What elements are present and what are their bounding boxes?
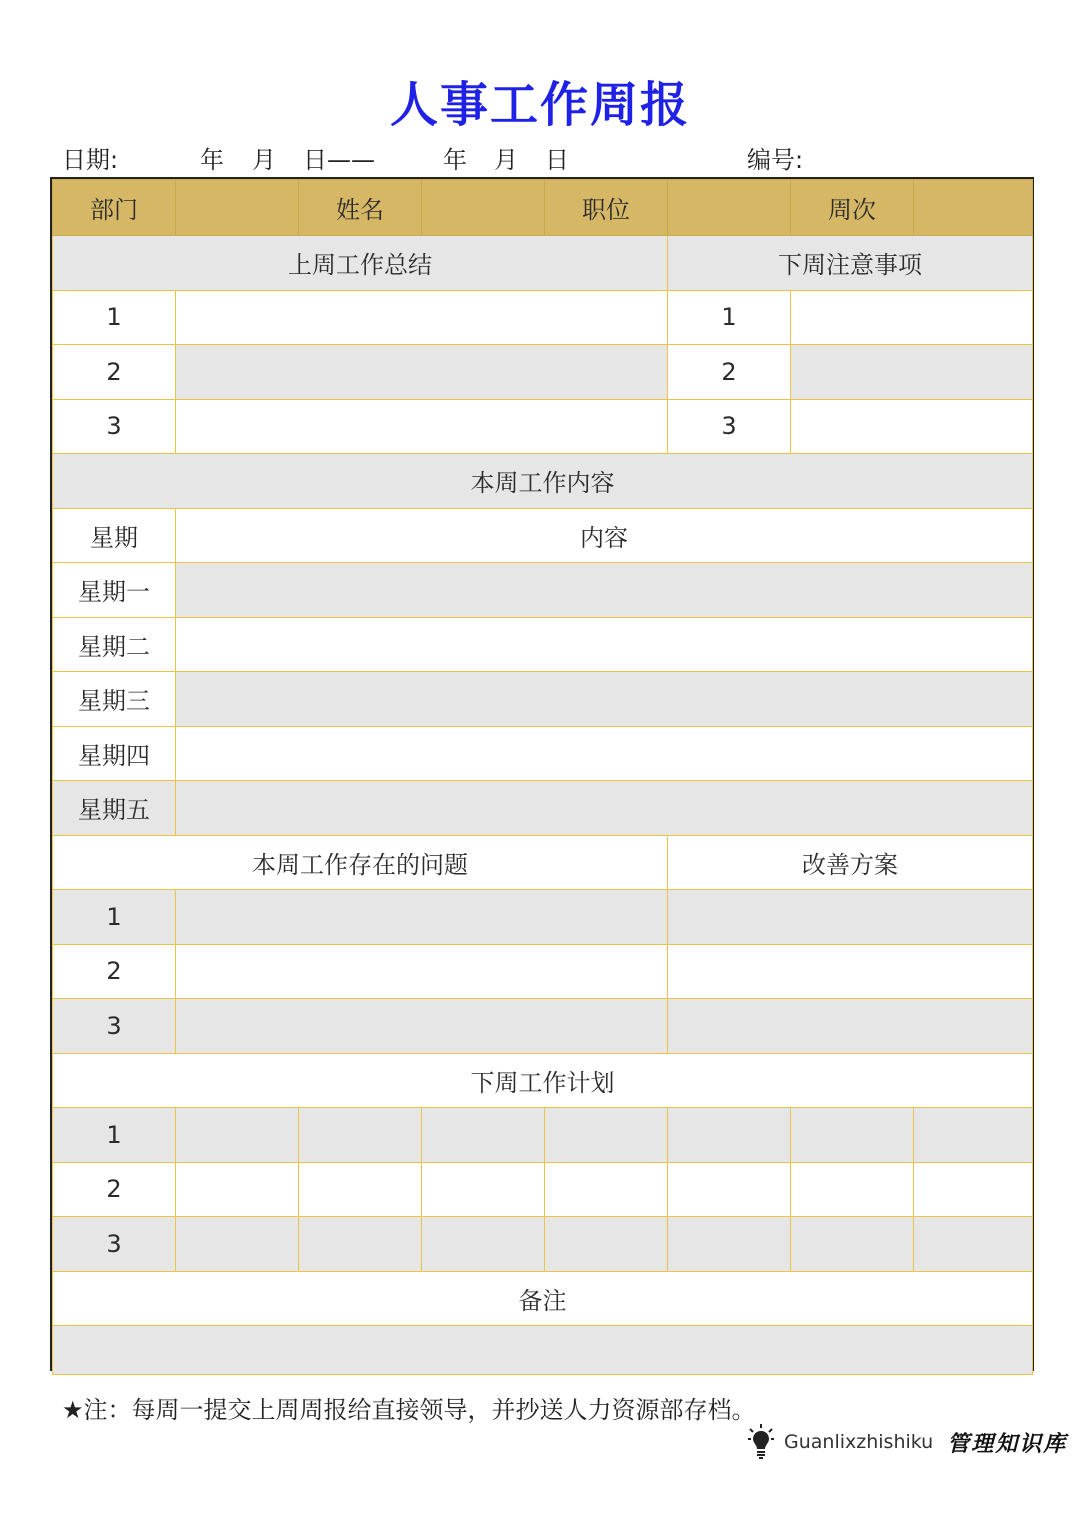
table-row bbox=[53, 781, 1033, 836]
section-header-row bbox=[53, 454, 1033, 509]
summary-cell[interactable] bbox=[176, 290, 668, 345]
plan-cell[interactable] bbox=[545, 1108, 668, 1163]
plan-cell[interactable] bbox=[791, 1217, 914, 1272]
brand-name-en: Guanlixzhishiku bbox=[784, 1431, 934, 1453]
name-label: 姓名 bbox=[299, 180, 422, 236]
remarks-title: 备注 bbox=[53, 1271, 1033, 1326]
table-row bbox=[53, 290, 1033, 345]
table-row bbox=[53, 399, 1033, 454]
plan-cell[interactable] bbox=[545, 1162, 668, 1217]
table-row bbox=[53, 563, 1033, 618]
position-label: 职位 bbox=[545, 180, 668, 236]
content-cell[interactable] bbox=[176, 617, 1033, 672]
row-number: 1 bbox=[53, 890, 176, 945]
report-table bbox=[52, 179, 1033, 1375]
plan-cell[interactable] bbox=[668, 1162, 791, 1217]
section-header-row bbox=[53, 1053, 1033, 1108]
brand-name-cn: 管理知识库 bbox=[947, 1431, 1068, 1457]
table-row bbox=[53, 672, 1033, 727]
plan-cell[interactable] bbox=[299, 1108, 422, 1163]
content-column-header: 内容 bbox=[176, 508, 1033, 563]
weekly-report-form bbox=[50, 177, 1034, 1371]
row-number: 3 bbox=[53, 399, 176, 454]
table-row bbox=[53, 1217, 1033, 1272]
plan-cell[interactable] bbox=[791, 1108, 914, 1163]
week-value-cell[interactable] bbox=[914, 180, 1033, 236]
end-year-label: 年 bbox=[443, 146, 467, 174]
plan-cell[interactable] bbox=[176, 1108, 299, 1163]
start-day-label: 日—— bbox=[303, 146, 375, 174]
solution-title: 改善方案 bbox=[668, 835, 1033, 890]
plan-cell[interactable] bbox=[545, 1217, 668, 1272]
plan-cell[interactable] bbox=[176, 1162, 299, 1217]
table-row bbox=[53, 890, 1033, 945]
content-cell[interactable] bbox=[176, 781, 1033, 836]
start-month-label: 月 bbox=[252, 146, 276, 174]
position-value-cell[interactable] bbox=[668, 180, 791, 236]
remarks-cell[interactable] bbox=[53, 1326, 1033, 1375]
dept-label: 部门 bbox=[53, 180, 176, 236]
day-label: 星期五 bbox=[53, 781, 176, 836]
date-line bbox=[0, 140, 1080, 180]
content-cell[interactable] bbox=[176, 672, 1033, 727]
table-row bbox=[53, 508, 1033, 563]
problem-cell[interactable] bbox=[176, 890, 668, 945]
row-number: 1 bbox=[668, 290, 791, 345]
lightbulb-icon bbox=[748, 1424, 774, 1460]
section-header-row bbox=[53, 835, 1033, 890]
page-title: 人事工作周报 bbox=[389, 77, 690, 133]
row-number: 3 bbox=[668, 399, 791, 454]
last-week-summary-title: 上周工作总结 bbox=[53, 236, 668, 291]
solution-cell[interactable] bbox=[668, 999, 1033, 1054]
plan-cell[interactable] bbox=[668, 1108, 791, 1163]
end-month-label: 月 bbox=[494, 146, 518, 174]
solution-cell[interactable] bbox=[668, 890, 1033, 945]
row-number: 1 bbox=[53, 290, 176, 345]
table-row bbox=[53, 1162, 1033, 1217]
section-header-row bbox=[53, 236, 1033, 291]
row-number: 2 bbox=[668, 345, 791, 400]
plan-cell[interactable] bbox=[299, 1217, 422, 1272]
row-number: 3 bbox=[53, 999, 176, 1054]
row-number: 2 bbox=[53, 345, 176, 400]
week-label: 周次 bbox=[791, 180, 914, 236]
summary-cell[interactable] bbox=[176, 345, 668, 400]
number-label: 编号: bbox=[747, 146, 804, 174]
day-column-header: 星期 bbox=[53, 508, 176, 563]
table-row bbox=[53, 999, 1033, 1054]
problem-cell[interactable] bbox=[176, 944, 668, 999]
start-year-label: 年 bbox=[200, 146, 224, 174]
day-label: 星期三 bbox=[53, 672, 176, 727]
table-row bbox=[53, 726, 1033, 781]
solution-cell[interactable] bbox=[668, 944, 1033, 999]
plan-cell[interactable] bbox=[914, 1108, 1033, 1163]
next-week-attention-title: 下周注意事项 bbox=[668, 236, 1033, 291]
plan-cell[interactable] bbox=[914, 1162, 1033, 1217]
this-week-content-title: 本周工作内容 bbox=[53, 454, 1033, 509]
end-day-label: 日 bbox=[545, 146, 569, 174]
section-header-row bbox=[53, 1271, 1033, 1326]
table-row bbox=[53, 944, 1033, 999]
problem-cell[interactable] bbox=[176, 999, 668, 1054]
attention-cell[interactable] bbox=[791, 345, 1033, 400]
name-value-cell[interactable] bbox=[422, 180, 545, 236]
attention-cell[interactable] bbox=[791, 399, 1033, 454]
day-label: 星期二 bbox=[53, 617, 176, 672]
next-week-plan-title: 下周工作计划 bbox=[53, 1053, 1033, 1108]
row-number: 2 bbox=[53, 1162, 176, 1217]
dept-value-cell[interactable] bbox=[176, 180, 299, 236]
plan-cell[interactable] bbox=[299, 1162, 422, 1217]
header-row bbox=[53, 180, 1033, 236]
row-number: 3 bbox=[53, 1217, 176, 1272]
day-label: 星期一 bbox=[53, 563, 176, 618]
problems-title: 本周工作存在的问题 bbox=[53, 835, 668, 890]
plan-cell[interactable] bbox=[176, 1217, 299, 1272]
table-row bbox=[53, 1108, 1033, 1163]
date-label: 日期: bbox=[62, 146, 119, 174]
plan-cell[interactable] bbox=[791, 1162, 914, 1217]
row-number: 2 bbox=[53, 944, 176, 999]
table-row bbox=[53, 345, 1033, 400]
plan-cell[interactable] bbox=[422, 1162, 545, 1217]
brand-logo bbox=[748, 1420, 1067, 1464]
summary-cell[interactable] bbox=[176, 399, 668, 454]
content-cell[interactable] bbox=[176, 563, 1033, 618]
plan-cell[interactable] bbox=[668, 1217, 791, 1272]
row-number: 1 bbox=[53, 1108, 176, 1163]
content-cell[interactable] bbox=[176, 726, 1033, 781]
plan-cell[interactable] bbox=[422, 1108, 545, 1163]
table-row bbox=[53, 1326, 1033, 1375]
plan-cell[interactable] bbox=[914, 1217, 1033, 1272]
day-label: 星期四 bbox=[53, 726, 176, 781]
footer-note: ★注：每周一提交上周周报给直接领导，并抄送人力资源部存档。 bbox=[62, 1396, 756, 1424]
table-row bbox=[53, 617, 1033, 672]
attention-cell[interactable] bbox=[791, 290, 1033, 345]
plan-cell[interactable] bbox=[422, 1217, 545, 1272]
